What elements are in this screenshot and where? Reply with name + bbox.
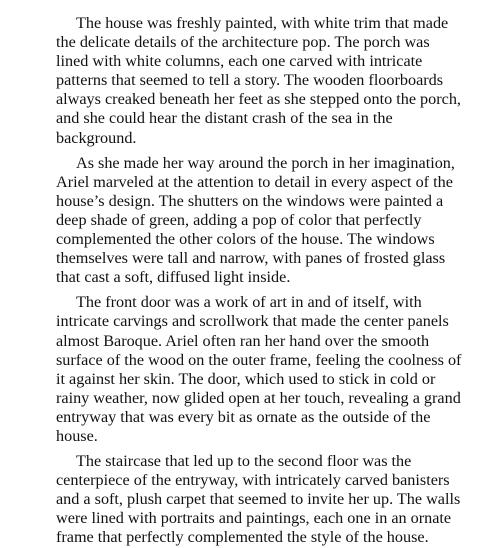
text-line: The house was freshly painted, with white trim that made [76, 14, 449, 32]
text-line: and she could hear the distant crash of the sea in the [56, 109, 393, 128]
text-line: intricate carvings and scrollwork that made the center panels [56, 312, 449, 331]
paragraph-1 [56, 14, 476, 148]
text-line: surface of the wood on the outer frame, feeling the coolness of [56, 350, 462, 369]
text-line: deep shade of green, adding a pop of color that perfectly [56, 210, 422, 229]
text-line: complemented the other colors of the house. The windows [56, 230, 435, 249]
text-line: background. [56, 128, 137, 147]
text-line: Ariel marveled at the attention to detail in every aspect of the [56, 172, 453, 191]
text-line: entryway that was every bit as ornate as the outside of the [56, 407, 431, 426]
text-line: themselves were tall and narrow, with panes of frosted glass [56, 249, 446, 268]
text-line: centerpiece of the entryway, with intricately carved banisters [56, 471, 450, 490]
text-line: house. [56, 426, 98, 445]
text-line: it against her skin. The door, which used to stick in cold or [56, 369, 436, 388]
text-line: patterns that seemed to tell a story. The wooden floorboards [56, 71, 444, 90]
text-line: frame that perfectly complemented the style of the house. [56, 528, 429, 547]
text-line: always creaked beneath her feet as she stepped onto the porch, [56, 90, 461, 109]
text-line: As she made her way around the porch in her imagination, [76, 153, 455, 172]
paragraph-3 [56, 293, 476, 446]
paragraph-2 [56, 154, 476, 288]
text-line: rainy weather, now glided open at her touch, revealing a grand [56, 388, 461, 407]
text-line: the delicate details of the architecture pop. The porch was [56, 33, 430, 52]
text-line: were lined with portraits and paintings, each one in an ornate [56, 509, 452, 528]
text-line: The front door was a work of art in and of itself, with [76, 293, 422, 312]
text-line: that cast a soft, diffused light inside. [56, 268, 291, 287]
text-line: lined with white columns, each one carved with intricate [56, 52, 423, 71]
document-page [56, 14, 476, 548]
text-line: The staircase that led up to the second floor was the [76, 452, 412, 471]
text-line: almost Baroque. Ariel often ran her hand over the smooth [56, 331, 430, 350]
text-line: and a soft, plush carpet that seemed to invite her up. The walls [56, 490, 461, 509]
text-line: house’s design. The shutters on the windows were painted a [56, 191, 444, 210]
paragraph-4 [56, 452, 476, 547]
